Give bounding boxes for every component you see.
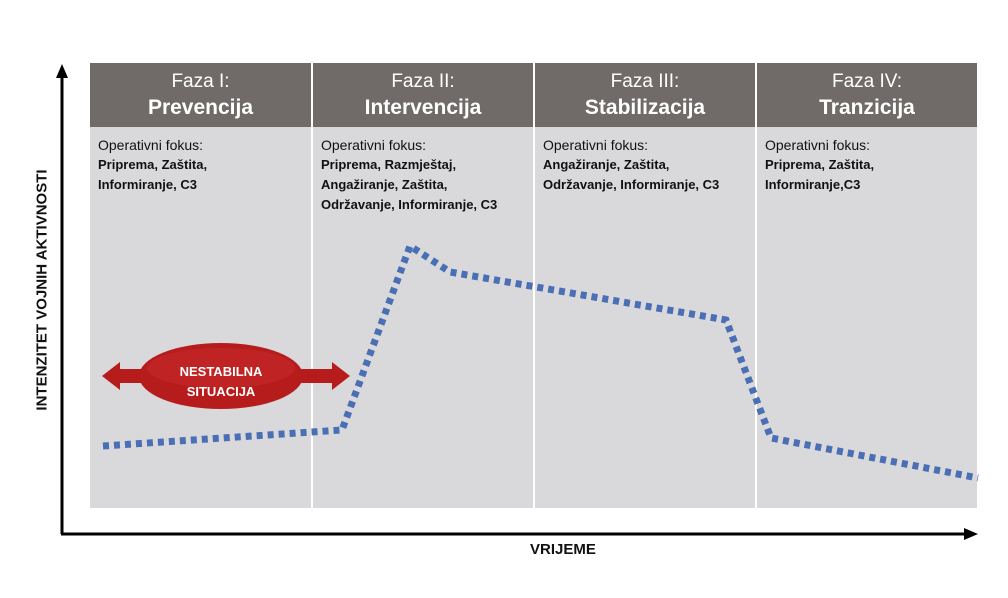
phase-name: Prevencija	[147, 96, 254, 119]
focus-items: Angažiranje, Zaštita, Održavanje, Informiranje, C3	[543, 157, 720, 192]
focus-label: Operativni fokus:	[765, 137, 871, 153]
focus-label: Operativni fokus:	[98, 137, 204, 153]
phase-number: Faza II:	[391, 71, 455, 92]
y-axis-arrow-icon	[56, 64, 68, 78]
focus-label: Operativni fokus:	[321, 137, 427, 153]
focus-label: Operativni fokus:	[543, 137, 649, 153]
phase-name: Stabilizacija	[584, 96, 706, 119]
x-axis-label: VRIJEME	[530, 541, 596, 558]
callout-line-2: SITUACIJA	[186, 384, 256, 399]
phase-name: Tranzicija	[819, 96, 915, 119]
unstable-situation-label	[156, 362, 286, 402]
callout-line-1: NESTABILNA	[179, 364, 263, 379]
phase-number: Faza I:	[171, 71, 230, 92]
phase-name: Intervencija	[364, 96, 482, 119]
y-axis-label: INTENZITET VOJNIH AKTIVNOSTI	[33, 169, 51, 411]
focus-items: Priprema, Razmještaj, Angažiranje, Zaštita, Održavanje, Informiranje, C3	[321, 157, 498, 212]
phase-number: Faza III:	[610, 71, 680, 92]
phase-number: Faza IV:	[831, 71, 903, 92]
x-axis-arrow-icon	[964, 528, 978, 540]
focus-items: Priprema, Zaštita, Informiranje,C3	[765, 157, 875, 192]
focus-items: Priprema, Zaštita, Informiranje, C3	[98, 157, 208, 192]
